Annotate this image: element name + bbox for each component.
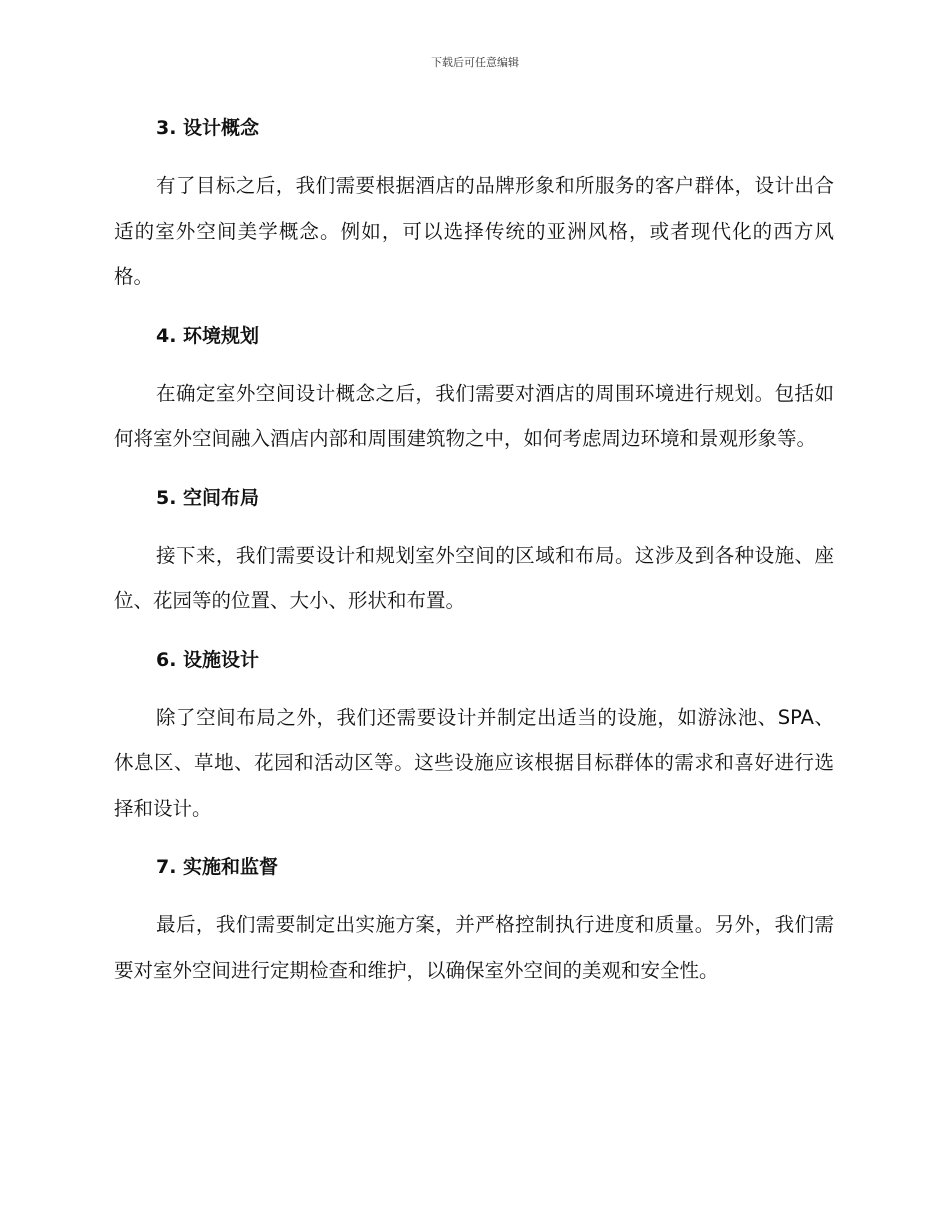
- section-design-concept: [114, 112, 834, 300]
- document-body: [114, 112, 834, 1013]
- page-header: 下载后可任意编辑: [431, 56, 519, 69]
- section-paragraph: 最后，我们需要制定出实施方案，并严格控制执行进度和质量。另外，我们需要对室外空间进行定期检查和维护，以确保室外空间的美观和安全性。: [114, 913, 834, 982]
- section-heading: 4. 环境规划: [156, 324, 260, 347]
- section-paragraph: 除了空间布局之外，我们还需要设计并制定出适当的设施，如游泳池、SPA、休息区、草地、花园和活动区等。这些设施应该根据目标群体的需求和喜好进行选择和设计。: [114, 705, 834, 820]
- section-heading: 6. 设施设计: [156, 648, 260, 671]
- section-paragraph: 在确定室外空间设计概念之后，我们需要对酒店的周围环境进行规划。包括如何将室外空间融入酒店内部和周围建筑物之中，如何考虑周边环境和景观形象等。: [114, 381, 834, 450]
- section-heading: 3. 设计概念: [156, 117, 260, 139]
- section-implementation: [114, 851, 834, 993]
- section-space-layout: [114, 482, 834, 624]
- section-environment-planning: [114, 320, 834, 462]
- section-paragraph: 有了目标之后，我们需要根据酒店的品牌形象和所服务的客户群体，设计出合适的室外空间美学概念。例如，可以选择传统的亚洲风格，或者现代化的西方风格。: [114, 174, 834, 288]
- section-heading: 5. 空间布局: [156, 486, 260, 509]
- section-facility-design: [114, 644, 834, 832]
- section-paragraph: 接下来，我们需要设计和规划室外空间的区域和布局。这涉及到各种设施、座位、花园等的位置、大小、形状和布置。: [114, 543, 834, 612]
- section-heading: 7. 实施和监督: [156, 856, 279, 878]
